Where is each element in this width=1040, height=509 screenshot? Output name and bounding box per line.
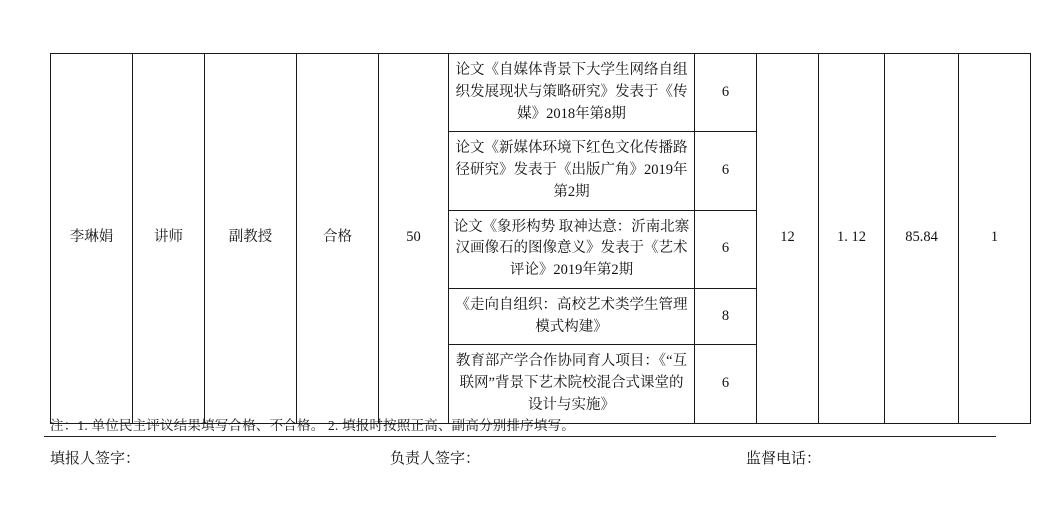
- cell-current-title: 讲师: [133, 54, 205, 424]
- supervision-phone-label: 监督电话：: [746, 451, 822, 467]
- cell-applied-title: 副教授: [205, 54, 297, 424]
- signature-row: [50, 447, 996, 468]
- cell-achievement-points: 8: [695, 288, 757, 345]
- table-notes: 注：1. 单位民主评议结果填写合格、不合格。 2. 填报时按照正高、副高分别排序填写。: [50, 418, 575, 433]
- cell-achievement-points: 6: [695, 132, 757, 210]
- cell-achievement: 论文《新媒体环境下红色文化传播路径研究》发表于《出版广角》2019年第2期: [449, 132, 695, 210]
- cell-achievement: 论文《自媒体背景下大学生网络自组织发展现状与策略研究》发表于《传媒》2018年第8期: [449, 54, 695, 132]
- cell-review-result: 合格: [297, 54, 379, 424]
- cell-achievement: 教育部产学合作协同育人项目：《“互联网”背景下艺术院校混合式课堂的设计与实施》: [449, 345, 695, 423]
- reporter-signature-label: 填报人签字：: [50, 451, 141, 467]
- evaluation-table-container: [50, 53, 999, 424]
- evaluation-table: [50, 53, 1031, 424]
- supervisor-signature-label: 负责人签字：: [390, 451, 481, 467]
- cell-rank: 1: [959, 54, 1031, 424]
- cell-total: 85.84: [885, 54, 959, 424]
- cell-achievement-points: 6: [695, 210, 757, 288]
- cell-achievement-points: 6: [695, 54, 757, 132]
- table-row: [51, 54, 1031, 132]
- cell-name: 李琳娟: [51, 54, 133, 424]
- cell-achievement: 《走向自组织：高校艺术类学生管理模式构建》: [449, 288, 695, 345]
- cell-achievement: 论文《象形构势 取神达意：沂南北寨汉画像石的图像意义》发表于《艺术评论》2019年第2期: [449, 210, 695, 288]
- cell-average: 1. 12: [819, 54, 885, 424]
- cell-points-sum: 12: [757, 54, 819, 424]
- footer-divider: [44, 436, 996, 437]
- cell-achievement-points: 6: [695, 345, 757, 423]
- cell-score: 50: [379, 54, 449, 424]
